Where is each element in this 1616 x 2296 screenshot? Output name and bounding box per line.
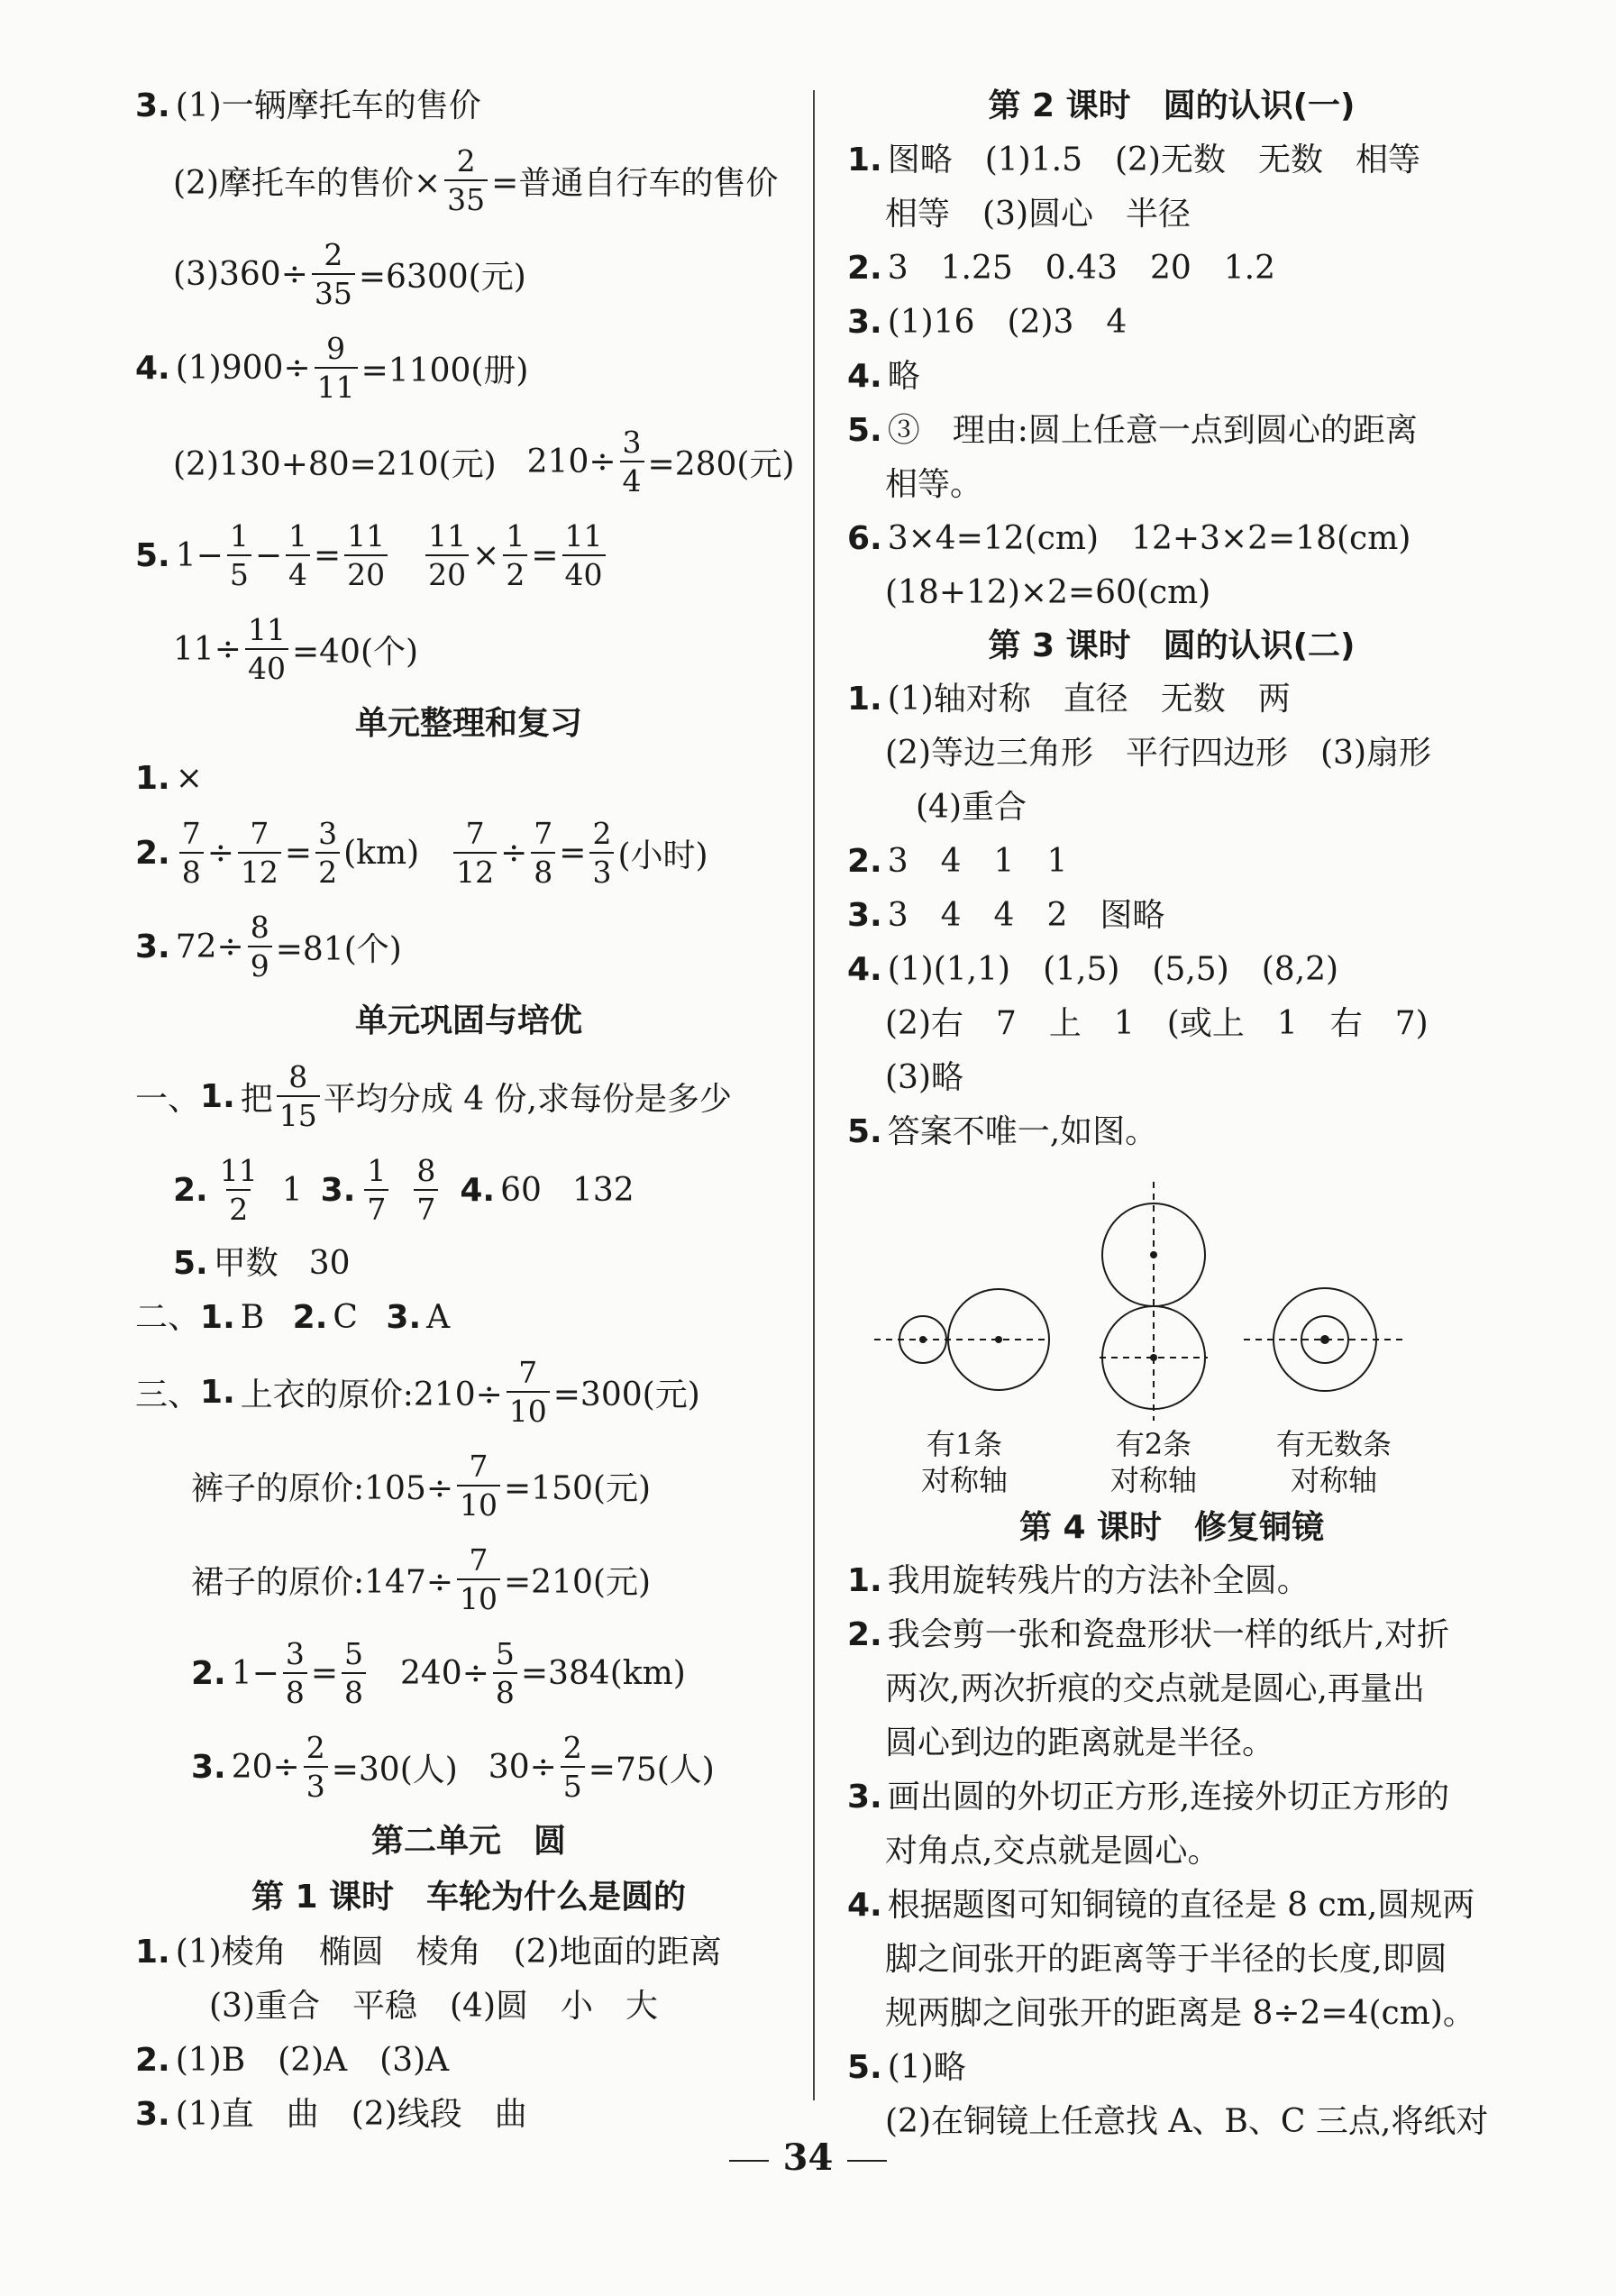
section-heading-review: 单元整理和复习: [354, 705, 582, 742]
left-column: [135, 79, 802, 2142]
lesson1-answer-2: 2. (1)B (2)A (3)A: [135, 2042, 450, 2079]
fraction: $\frac{11}{40}$: [562, 521, 606, 590]
dash-left: [729, 2160, 769, 2162]
fraction: $\frac{5}{8}$: [342, 1639, 366, 1707]
circles-diagram: [847, 1159, 1496, 1430]
consolidate-part1-answers-2-4: 2. $\frac{11}{2}$ 1 3. $\frac{1}{7}$ $\frac{8}{7}$ 4. 60 132: [173, 1153, 635, 1227]
fraction: $\frac{7}{8}$: [179, 819, 204, 887]
figure-label-1: 有1条 对称轴: [920, 1427, 1008, 1497]
lesson2-answer-5-line-1: 5. ③ 理由:圆上任意一点到圆心的距离: [847, 412, 1418, 449]
answer-4-line-2: (2)130+80=210(元) 210÷ $\frac{3}{4}$ =280(元): [173, 425, 795, 499]
lesson1-answer-3: 3. (1)直 曲 (2)线段 曲: [135, 2096, 527, 2133]
fraction: $\frac{2}{35}$: [444, 146, 488, 215]
column-divider: [813, 90, 815, 2100]
fraction: $\frac{3}{2}$: [315, 819, 340, 887]
review-answer-1: 1. ×: [135, 760, 203, 797]
fraction: $\frac{11}{20}$: [425, 521, 469, 590]
fraction: $\frac{11}{20}$: [344, 521, 388, 590]
lesson4-answer-4-line-1: 4. 根据题图可知铜镜的直径是 8 cm,圆规两: [847, 1887, 1475, 1924]
center-dot: [919, 1336, 927, 1343]
answer-3-line-2: (2)摩托车的售价× $\frac{2}{35}$ =普通自行车的售价: [173, 143, 779, 217]
dash-right: [847, 2160, 887, 2162]
lesson1-answer-1-line-1: 1. (1)棱角 椭圆 棱角 (2)地面的距离: [135, 1934, 722, 1971]
consolidate-part3-answer-3: 3. 20÷ $\frac{2}{3}$ =30(人) 30÷ $\frac{2}{5}$ =75(人): [191, 1730, 715, 1804]
lesson3-answer-4-line-2: (2)右 7 上 1 (或上 1 右 7): [885, 1005, 1429, 1042]
lesson4-answer-2-line-3: 圆心到边的距离就是半径。: [885, 1724, 1275, 1761]
lesson3-answer-1-line-2: (2)等边三角形 平行四边形 (3)扇形: [885, 735, 1431, 772]
center-dot: [1320, 1335, 1329, 1344]
review-answer-2: 2. $\frac{7}{8}$ ÷ $\frac{7}{12}$ = $\frac{3}{2}$ (km) $\frac{7}{12}$ ÷ $\frac{7}{8}$ = $\frac{2}{3}$ (小时): [135, 816, 708, 890]
fraction: $\frac{5}{8}$: [493, 1639, 517, 1707]
lesson3-answer-4-line-3: (3)略: [885, 1059, 963, 1096]
consolidate-part3-answer-2: 2. 1− $\frac{3}{8}$ = $\frac{5}{8}$ 240÷ $\frac{5}{8}$ =384(km): [191, 1636, 686, 1710]
consolidate-part1-answer-5: 5. 甲数 30: [173, 1245, 351, 1282]
fraction: $\frac{7}{8}$: [531, 819, 555, 887]
fraction: $\frac{11}{2}$: [219, 1153, 258, 1227]
fraction: $\frac{2}{3}$: [304, 1733, 328, 1801]
fraction: $\frac{7}{12}$: [453, 819, 497, 887]
section-heading-consolidate: 单元巩固与培优: [354, 1002, 582, 1039]
center-dot: [1150, 1251, 1157, 1258]
consolidate-part3-answer-1-line-2: 裤子的原价:105÷ $\frac{7}{10}$ =150(元): [191, 1449, 651, 1523]
fraction: $\frac{9}{11}$: [315, 334, 358, 402]
fraction: $\frac{1}{5}$: [227, 521, 251, 590]
lesson3-answer-1-line-3: (4)重合: [916, 789, 1027, 826]
consolidate-part3-answer-1-line-1: 三、 1. 上衣的原价:210÷ $\frac{7}{10}$ =300(元): [135, 1355, 700, 1429]
fraction: $\frac{7}{10}$: [457, 1545, 500, 1614]
fraction: $\frac{2}{35}$: [312, 240, 355, 308]
page-number: 34: [0, 2136, 1616, 2179]
lesson2-answer-5-line-2: 相等。: [885, 466, 983, 503]
consolidate-part2-answers: 二、1. B 2. C 3. A: [135, 1299, 451, 1336]
fraction: $\frac{7}{10}$: [507, 1358, 550, 1426]
fraction: $\frac{11}{40}$: [245, 615, 288, 683]
lesson2-answer-6-line-1: 6. 3×4=12(cm) 12+3×2=18(cm): [847, 520, 1411, 557]
consolidate-part1-answer-1: 一、 1. 把 $\frac{8}{15}$ 平均分成 4 份,求每份是多少: [135, 1059, 733, 1133]
lesson4-answer-2-line-2: 两次,两次折痕的交点就是圆心,再量出: [885, 1670, 1425, 1707]
fraction: $\frac{1}{2}$: [503, 521, 527, 590]
answer-3-line-3: (3)360÷ $\frac{2}{35}$ =6300(元): [173, 237, 526, 311]
lesson4-answer-5-line-1: 5. (1)略: [847, 2049, 966, 2086]
fraction: $\frac{8}{15}$: [277, 1062, 320, 1130]
fraction: $\frac{1}{4}$: [286, 521, 310, 590]
lesson4-answer-5-line-2: (2)在铜镜上任意找 A、B、C 三点,将纸对: [885, 2103, 1489, 2140]
lesson3-answer-2: 2. 3 4 1 1: [847, 843, 1068, 880]
fraction: $\frac{8}{7}$: [414, 1156, 438, 1224]
answer-4-line-1: 4. (1)900÷ $\frac{9}{11}$ =1100(册): [135, 331, 529, 405]
lesson2-answer-1-line-1: 1. 图略 (1)1.5 (2)无数 无数 相等: [847, 142, 1420, 178]
answer-5-line-1: 5. 1− $\frac{1}{5}$ − $\frac{1}{4}$ = $\frac{11}{20}$ $\frac{11}{20}$ × $\frac{1}{2}$ = $\frac{11}{40}$: [135, 508, 802, 602]
lesson2-answer-2: 2. 3 1.25 0.43 20 1.2: [847, 250, 1276, 287]
lesson3-answer-1-line-1: 1. (1)轴对称 直径 无数 两: [847, 681, 1291, 718]
right-column: [847, 79, 1496, 2149]
fraction: $\frac{7}{10}$: [457, 1451, 500, 1520]
figure-label-2: 有2条 对称轴: [1109, 1427, 1197, 1497]
lesson3-answer-5: 5. 答案不唯一,如图。: [847, 1113, 1158, 1150]
lesson-heading-1: 第 1 课时 车轮为什么是圆的: [251, 1879, 687, 1916]
lesson4-answer-4-line-2: 脚之间张开的距离等于半径的长度,即圆: [885, 1941, 1447, 1978]
lesson-heading-4: 第 4 课时 修复铜镜: [1018, 1509, 1325, 1546]
fraction: $\frac{2}{3}$: [589, 819, 614, 887]
lesson2-answer-6-line-2: (18+12)×2=60(cm): [885, 574, 1211, 611]
lesson4-answer-3-line-1: 3. 画出圆的外切正方形,连接外切正方形的: [847, 1779, 1450, 1816]
lesson2-answer-1-line-2: 相等 (3)圆心 半径: [885, 196, 1191, 233]
lesson2-answer-3: 3. (1)16 (2)3 4: [847, 304, 1128, 341]
consolidate-part3-answer-1-line-3: 裙子的原价:147÷ $\frac{7}{10}$ =210(元): [191, 1542, 651, 1616]
lesson3-answer-3: 3. 3 4 4 2 图略: [847, 897, 1165, 934]
answer-5-line-2: 11÷ $\frac{11}{40}$ =40(个): [173, 612, 419, 686]
fraction: $\frac{8}{9}$: [248, 912, 272, 981]
review-answer-3: 3. 72÷ $\frac{8}{9}$ =81(个): [135, 910, 402, 983]
fraction: $\frac{3}{4}$: [620, 427, 644, 496]
figure-label-3: 有无数条 对称轴: [1275, 1427, 1392, 1497]
lesson3-answer-4-line-1: 4. (1)(1,1) (1,5) (5,5) (8,2): [847, 951, 1339, 988]
fraction: $\frac{1}{7}$: [364, 1156, 388, 1224]
lesson4-answer-3-line-2: 对角点,交点就是圆心。: [885, 1833, 1220, 1870]
lesson4-answer-2-line-1: 2. 我会剪一张和瓷盘形状一样的纸片,对折: [847, 1616, 1450, 1653]
lesson-heading-3: 第 3 课时 圆的认识(二): [988, 627, 1356, 664]
answer-3-line-1: 3. (1)一辆摩托车的售价: [135, 87, 481, 124]
fraction: $\frac{3}{8}$: [283, 1639, 307, 1707]
symmetry-axes-figure: [847, 1159, 1496, 1502]
lesson4-answer-4-line-3: 规两脚之间张开的距离是 8÷2=4(cm)。: [885, 1995, 1475, 2032]
lesson4-answer-1: 1. 我用旋转残片的方法补全圆。: [847, 1562, 1310, 1599]
fraction: $\frac{7}{12}$: [238, 819, 281, 887]
lesson1-answer-1-line-2: (3)重合 平稳 (4)圆 小 大: [209, 1988, 658, 2025]
center-dot: [995, 1336, 1002, 1343]
center-dot: [1150, 1354, 1157, 1361]
fraction: $\frac{2}{5}$: [561, 1733, 585, 1801]
unit-heading: 第二单元 圆: [370, 1823, 566, 1860]
lesson-heading-2: 第 2 课时 圆的认识(一): [988, 87, 1356, 124]
lesson2-answer-4: 4. 略: [847, 358, 920, 395]
